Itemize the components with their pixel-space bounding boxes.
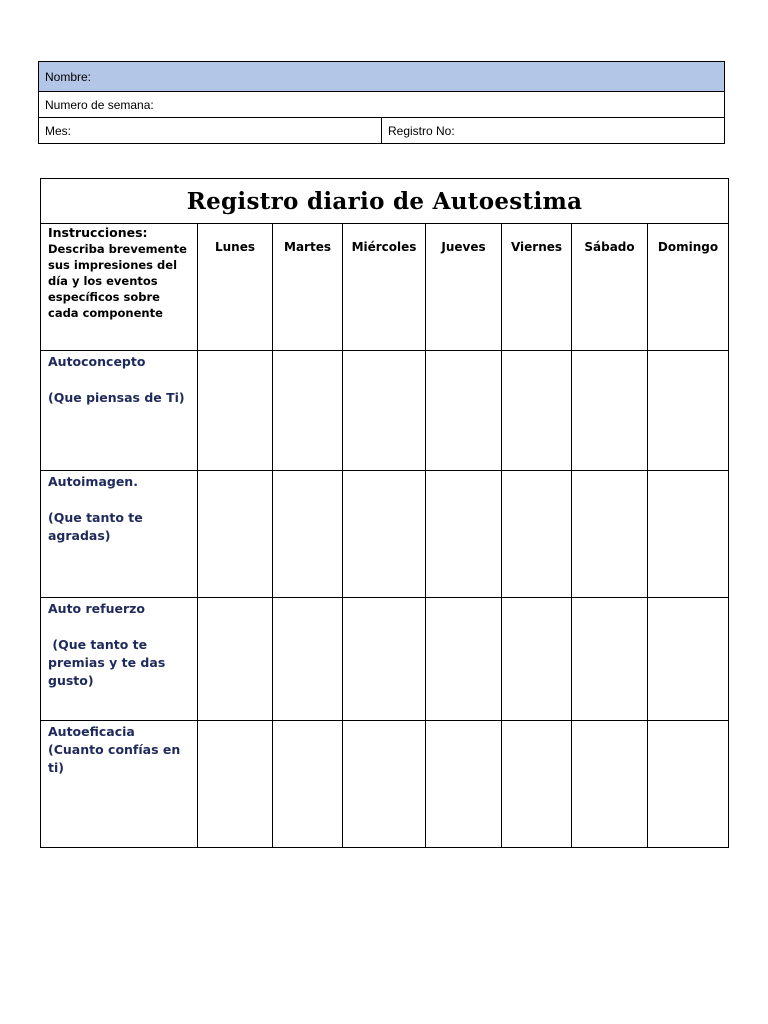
component-desc: (Que tanto te agradas) [48, 510, 143, 543]
table-row [41, 471, 729, 598]
mes-field[interactable] [39, 118, 382, 144]
registro-label: Registro No: [388, 123, 455, 138]
instructions-text: Describa brevemente sus impresiones del día y los eventos específicos sobre cada componente [48, 242, 187, 320]
entry-cell[interactable] [426, 721, 502, 848]
day-header-domingo: Domingo [648, 224, 729, 351]
component-name: Autoimagen. [48, 474, 138, 489]
entry-cell[interactable] [426, 598, 502, 721]
component-name: Autoeficacia [48, 724, 135, 739]
entry-cell[interactable] [343, 721, 426, 848]
entry-cell[interactable] [343, 351, 426, 471]
table-row [41, 721, 729, 848]
day-header-sabado: Sábado [572, 224, 648, 351]
entry-cell[interactable] [198, 598, 273, 721]
entry-cell[interactable] [572, 598, 648, 721]
entry-cell[interactable] [343, 598, 426, 721]
nombre-field[interactable] [39, 62, 725, 92]
entry-cell[interactable] [502, 598, 572, 721]
entry-cell[interactable] [502, 721, 572, 848]
entry-cell[interactable] [343, 471, 426, 598]
component-desc: (Cuanto confías en ti) [48, 742, 181, 775]
entry-cell[interactable] [572, 721, 648, 848]
table-row [41, 351, 729, 471]
entry-cell[interactable] [426, 471, 502, 598]
table-title: Registro diario de Autoestima [41, 179, 729, 224]
component-autorefuerzo [41, 598, 198, 721]
instructions-heading: Instrucciones: [48, 225, 148, 240]
component-desc: (Que tanto te premias y te das gusto) [48, 637, 170, 688]
entry-cell[interactable] [273, 721, 343, 848]
header-info-table [38, 61, 725, 144]
instructions-cell [41, 224, 198, 351]
day-header-viernes: Viernes [502, 224, 572, 351]
entry-cell[interactable] [273, 598, 343, 721]
entry-cell[interactable] [426, 351, 502, 471]
mes-label: Mes: [45, 123, 72, 138]
component-name: Auto refuerzo [48, 601, 145, 616]
entry-cell[interactable] [502, 351, 572, 471]
component-name: Autoconcepto [48, 354, 146, 369]
entry-cell[interactable] [502, 471, 572, 598]
entry-cell[interactable] [273, 351, 343, 471]
entry-cell[interactable] [273, 471, 343, 598]
entry-cell[interactable] [572, 351, 648, 471]
day-header-miercoles: Miércoles [343, 224, 426, 351]
day-header-jueves: Jueves [426, 224, 502, 351]
component-autoconcepto [41, 351, 198, 471]
entry-cell[interactable] [648, 471, 729, 598]
entry-cell[interactable] [648, 721, 729, 848]
day-header-martes: Martes [273, 224, 343, 351]
entry-cell[interactable] [572, 471, 648, 598]
registro-table [40, 178, 729, 848]
entry-cell[interactable] [648, 598, 729, 721]
semana-field[interactable] [39, 92, 725, 118]
component-autoeficacia [41, 721, 198, 848]
entry-cell[interactable] [198, 351, 273, 471]
entry-cell[interactable] [198, 471, 273, 598]
registro-field[interactable] [382, 118, 725, 144]
component-desc: (Que piensas de Ti) [48, 390, 185, 405]
table-row [41, 598, 729, 721]
component-autoimagen [41, 471, 198, 598]
semana-label: Numero de semana: [45, 97, 154, 112]
entry-cell[interactable] [198, 721, 273, 848]
day-header-lunes: Lunes [198, 224, 273, 351]
entry-cell[interactable] [648, 351, 729, 471]
nombre-label: Nombre: [45, 69, 92, 84]
